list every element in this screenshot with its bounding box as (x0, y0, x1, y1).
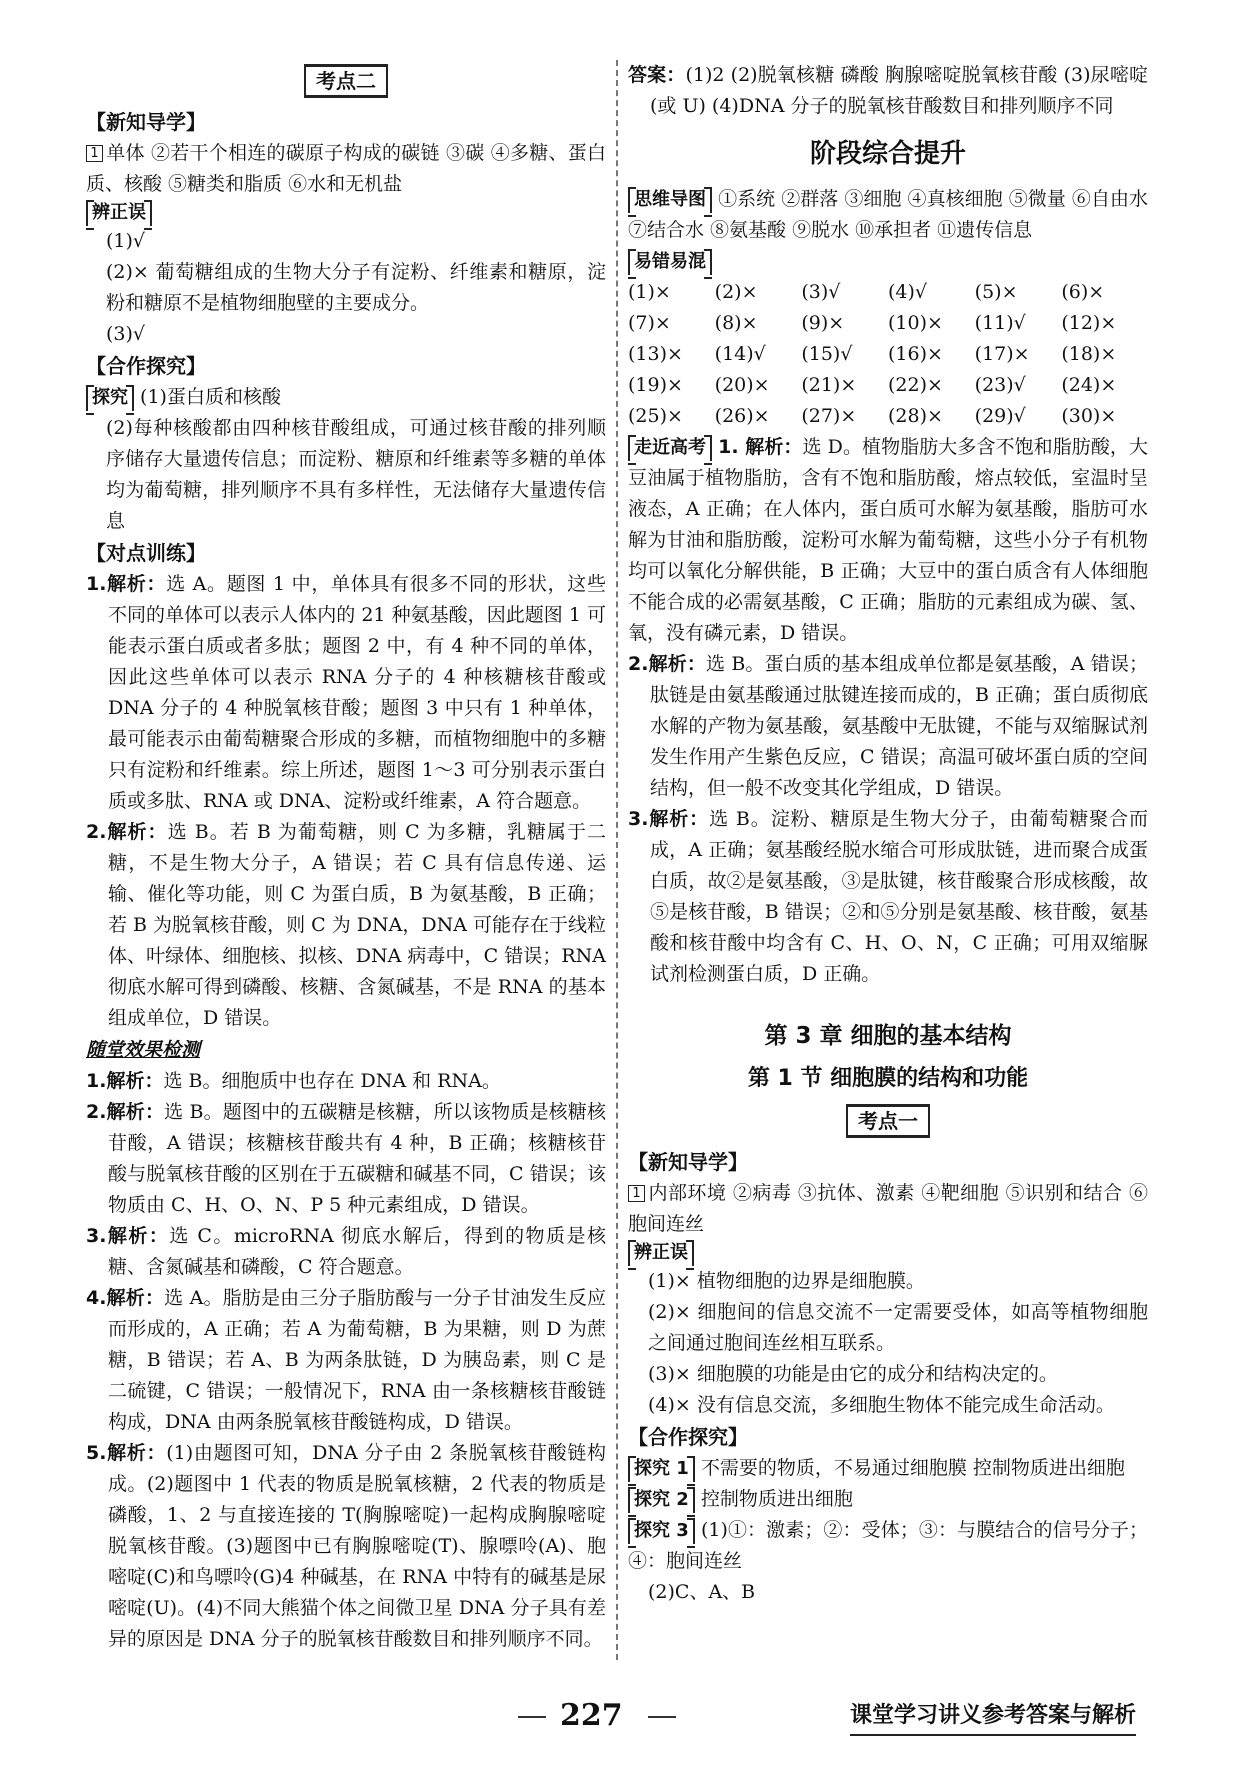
number-box-icon: 1 (628, 1185, 645, 1202)
section-title: 第 1 节 细胞膜的结构和功能 (747, 1066, 1029, 1091)
mark-item: (3)√ (801, 281, 841, 303)
book-title: 课堂学习讲义参考答案与解析 (850, 1698, 1136, 1736)
suitang-3: 3.解析：选 C。microRNA 彻底水解后，得到的物质是核糖、含氮碱基和磷酸，C 符合题意。 (86, 1225, 606, 1278)
suitang-5: 5.解析：(1)由题图可知，DNA 分子由 2 条脱氧核苷酸链构成。(2)题图中 1 代表的物质是脱氧核糖，2 代表的物质是磷酸，1、2 与直接连接的 T(胸腺嘧啶)一起构成胸腺嘧啶脱氧核苷酸。(3)题图中已有胸腺嘧啶(T)、腺嘌呤(A)、胞嘧啶(C)和鸟嘌呤(G)4 种碱基，在 RNA 中特有的碱基是尿嘧啶(U)。(4)不同大熊猫个体之间微卫星 DNA 分子具有差异的原因是 DNA 分子的脱氧核苷酸数目和排列顺序不同。 (86, 1442, 606, 1650)
gaokao-1: 走近高考 1. 解析：选 D。植物脂肪大多含不饱和脂肪酸，大豆油属于植物脂肪，含有不饱和脂肪酸，熔点较低，室温时呈液态，A 正确；在人体内，蛋白质可水解为氨基酸，脂肪可水解为甘油和脂肪酸，淀粉可水解为葡萄糖，这些小分子有机物均可以氧化分解供能，B 正确；大豆中的蛋白质含有人体细胞不能合成的必需氨基酸，C 正确；脂肪的元素组成为碳、氢、氧，没有磷元素，D 错误。 (628, 436, 1149, 644)
suitang-2: 2.解析：选 B。题图中的五碳糖是核糖，所以该物质是核糖核苷酸，A 错误；核糖核苷酸共有 4 种，B 正确；核糖核苷酸与脱氧核苷酸的区别在于五碳糖和碱基不同，C 错误；该物质由 C、H、O、N、P 5 种元素组成，D 错误。 (86, 1101, 606, 1216)
mark-item: (11)√ (974, 312, 1026, 334)
page-number: 227 (560, 1698, 623, 1733)
mark-item: (21)× (801, 374, 857, 396)
mark-item: (25)× (628, 405, 683, 427)
suitang-1: 1.解析：选 B。细胞质中也存在 DNA 和 RNA。 (86, 1070, 501, 1092)
mark-item: (4)√ (887, 281, 928, 303)
bianzheng-tag: 辨正误 (86, 200, 606, 226)
bianzheng-tag-right: 辨正误 (628, 1240, 1148, 1266)
mark-item: (7)× (628, 312, 671, 334)
gaokao-2: 2.解析：选 B。蛋白质的基本组成单位都是氨基酸，A 错误；肽链是由氨基酸通过肽键连接而成的，B 正确；蛋白质彻底水解的产物为氨基酸，氨基酸中无肽键，不能与双缩脲试剂发生作用产生紫色反应，C 错误；高温可破坏蛋白质的空间结构，但一般不改变其化学组成，D 错误。 (628, 653, 1148, 799)
tanjiu-right-3b: (2)C、A、B (648, 1581, 756, 1603)
mark-item: (5)× (974, 281, 1018, 303)
xinzhi-title-right: 【新知导学】 (628, 1150, 748, 1174)
footer-dash (518, 1716, 546, 1718)
gaokao-3: 3.解析：选 B。淀粉、糖原是生物大分子，由葡萄糖聚合而成，A 正确；氨基酸经脱水缩合可形成肽链，进而聚合成蛋白质，故②是氨基酸，③是肽键，核苷酸聚合形成核酸，故⑤是核苷酸，B 错误；②和⑤分别是氨基酸、核苷酸，氨基酸和核苷酸中均含有 C、H、O、N，C 正确；可用双缩脲试剂检测蛋白质，D 正确。 (628, 808, 1148, 985)
mark-item: (22)× (887, 374, 943, 396)
duidian-2: 2.解析：选 B。若 B 为葡萄糖，则 C 为多糖，乳糖属于二糖，不是生物大分子，A 错误；若 C 具有信息传递、运输、催化等功能，则 C 为蛋白质，B 为氨基酸，B 正确；若 B 为脱氧核苷酸，则 C 为 DNA，DNA 可能存在于线粒体、叶绿体、细胞核、拟核、DNA 病毒中，C 错误；RNA 彻底水解可得到磷酸、核糖、含氮碱基，不是 RNA 的基本组成单位，D 错误。 (86, 821, 606, 1029)
hezuo-title: 【合作探究】 (86, 354, 206, 378)
suitang-4: 4.解析：选 A。脂肪是由三分子脂肪酸与一分子甘油发生反应而形成的，A 正确；若 A 为葡萄糖，B 为果糖，则 D 为蔗糖，B 错误；若 A、B 为两条肽链，D 为胰岛素，则 C 是二硫键，C 错误；一般情况下，RNA 由一条核糖核苷酸链构成，DNA 由两条脱氧核苷酸链构成，D 错误。 (86, 1287, 606, 1433)
mark-item: (15)√ (801, 343, 853, 365)
chapter-title: 第 3 章 细胞的基本结构 (764, 1023, 1012, 1049)
duidian-1: 1.解析：选 A。题图 1 中，单体具有很多不同的形状，这些不同的单体可以表示人体内的 21 种氨基酸，因此题图 1 可能表示蛋白质或者多肽；题图 2 中，有 4 种不同的单体，因此这些单体可以表示 RNA 分子的 4 种核糖核苷酸或 DNA 分子的 4 种脱氧核苷酸；题图 3 中只有 1 种单体，最可能表示由葡萄糖聚合形成的多糖，而植物细胞中的多糖只有淀粉和纤维素。综上所述，题图 1～3 可分别表示蛋白质或多肽、RNA 或 DNA、淀粉或纤维素，A 符合题意。 (86, 573, 606, 812)
mark-item: (24)× (1061, 374, 1117, 396)
mark-item: (13)× (628, 343, 683, 365)
tanjiu-1: 探究 (1)蛋白质和核酸 (86, 382, 606, 413)
mark-item: (18)× (1061, 343, 1117, 365)
siwei-daotu: 思维导图 ①系统 ②群落 ③细胞 ④真核细胞 ⑤微量 ⑥自由水 ⑦结合水 ⑧氨基酸 ⑨脱水 ⑩承担者 ⑪遗传信息 (628, 188, 1148, 241)
mark-item: (12)× (1061, 312, 1117, 334)
bianzheng-3: (3)√ (106, 323, 146, 345)
hezuo-title-right: 【合作探究】 (628, 1425, 748, 1449)
bianzheng-right-3: (3)× 细胞膜的功能是由它的成分和结构决定的。 (648, 1363, 1058, 1385)
yicuo-marks (628, 277, 1148, 432)
mark-item: (8)× (714, 312, 758, 334)
mark-item: (29)√ (974, 405, 1026, 427)
right-column (628, 60, 1148, 1608)
xinzhi-text: 1 单体 ②若干个相连的碳原子构成的碳链 ③碳 ④多糖、蛋白质、核酸 ⑤糖类和脂质 ⑥水和无机盐 (86, 142, 606, 195)
mark-item: (9)× (801, 312, 845, 334)
yicuo-tag-row: 易错易混 (628, 246, 1148, 277)
mark-item: (1)× (628, 281, 671, 303)
mark-item: (6)× (1061, 281, 1105, 303)
tanjiu-right-2: 探究 2 控制物质进出细胞 (628, 1484, 1148, 1515)
kaodian-1-heading: 考点一 (628, 1104, 1148, 1138)
mark-item: (20)× (714, 374, 770, 396)
bianzheng-right-1: (1)× 植物细胞的边界是细胞膜。 (648, 1270, 925, 1292)
column-divider (616, 60, 618, 1660)
kaodian-2-heading: 考点二 (86, 64, 606, 98)
tanjiu-right-3: 探究 3 (1)①：激素；②：受体；③：与膜结合的信号分子；④：胞间连丝 (628, 1519, 1148, 1572)
footer-dash (648, 1716, 676, 1718)
mark-item: (26)× (714, 405, 770, 427)
mark-item: (17)× (974, 343, 1030, 365)
suitang-title: 随堂效果检测 (86, 1039, 201, 1061)
mark-item: (23)√ (974, 374, 1026, 396)
mark-item: (27)× (801, 405, 857, 427)
mark-item: (10)× (887, 312, 943, 334)
bianzheng-right-2: (2)× 细胞间的信息交流不一定需要受体，如高等植物细胞之间通过胞间连丝相互联系。 (648, 1301, 1148, 1354)
xinzhi-title: 【新知导学】 (86, 110, 206, 134)
tanjiu-2: (2)每种核酸都由四种核苷酸组成，可通过核苷酸的排列顺序储存大量遗传信息；而淀粉、糖原和纤维素等多糖的单体均为葡萄糖，排列顺序不具有多样性，无法储存大量遗传信息 (106, 417, 606, 532)
bianzheng-right-4: (4)× 没有信息交流，多细胞生物体不能完成生命活动。 (648, 1394, 1115, 1416)
bianzheng-1: (1)√ (106, 230, 146, 252)
duidian-title: 【对点训练】 (86, 541, 206, 565)
number-box-icon: 1 (86, 145, 103, 162)
jieduan-title: 阶段综合提升 (809, 139, 966, 169)
mark-item: (2)× (714, 281, 758, 303)
mark-item: (28)× (887, 405, 943, 427)
bianzheng-2: (2)× 葡萄糖组成的生物大分子有淀粉、纤维素和糖原，淀粉和糖原不是植物细胞壁的主要成分。 (106, 261, 606, 314)
xinzhi-text-right: 1 内部环境 ②病毒 ③抗体、激素 ④靶细胞 ⑤识别和结合 ⑥胞间连丝 (628, 1182, 1148, 1235)
page-footer (0, 1696, 1250, 1736)
mark-item: (30)× (1061, 405, 1117, 427)
mark-item: (16)× (887, 343, 943, 365)
answer-5: 答案：(1)2 (2)脱氧核糖 磷酸 胸腺嘧啶脱氧核苷酸 (3)尿嘧啶(或 U) (4)DNA 分子的脱氧核苷酸数目和排列顺序不同 (628, 64, 1148, 117)
mark-item: (19)× (628, 374, 683, 396)
tanjiu-right-1: 探究 1 不需要的物质，不易通过细胞膜 控制物质进出细胞 (628, 1453, 1148, 1484)
mark-item: (14)√ (714, 343, 766, 365)
left-column (86, 60, 606, 1655)
